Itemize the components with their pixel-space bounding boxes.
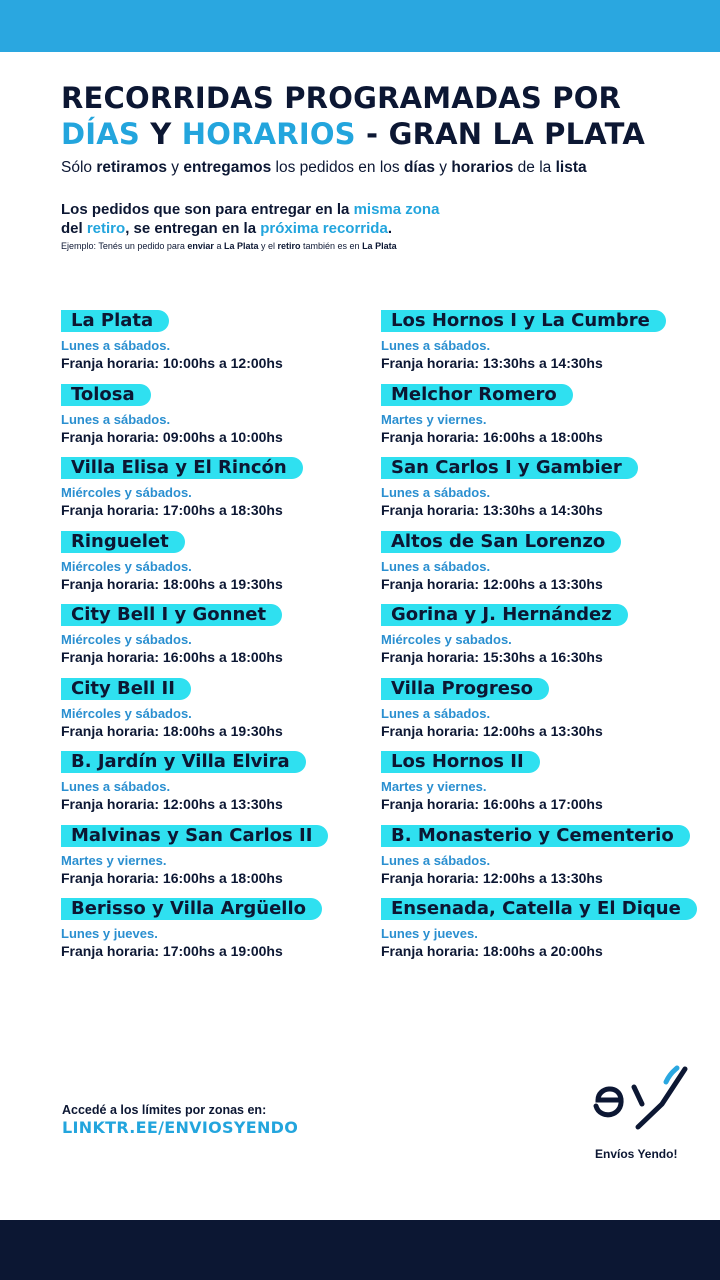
zone-item xyxy=(61,310,391,384)
zone-item xyxy=(61,825,391,899)
zone-name: Berisso y Villa Argüello xyxy=(61,898,322,920)
zone-name: Villa Elisa y El Rincón xyxy=(61,457,303,479)
zone-days: Lunes y jueves. xyxy=(61,926,158,941)
example-text: a xyxy=(213,241,224,251)
footer-text: Accedé a los límites por zonas en: xyxy=(62,1103,267,1117)
zone-hours: Franja horaria: 09:00hs a 10:00hs xyxy=(61,428,283,445)
subtitle xyxy=(61,158,701,178)
example-bold: La Plata xyxy=(223,241,259,251)
zone-hours: Franja horaria: 18:00hs a 19:30hs xyxy=(61,575,283,592)
zone-item xyxy=(61,604,391,678)
zone-item xyxy=(381,310,711,384)
zone-name: B. Monasterio y Cementerio xyxy=(381,825,690,847)
zone-name: Ensenada, Catella y El Dique xyxy=(381,898,697,920)
zone-hours: Franja horaria: 17:00hs a 19:00hs xyxy=(61,943,283,959)
zone-days: Lunes a sábados. xyxy=(61,338,171,353)
zone-hours: Franja horaria: 12:00hs a 13:30hs xyxy=(61,796,283,812)
zone-item xyxy=(61,678,391,752)
zone-name: Gorina y J. Hernández xyxy=(381,604,628,626)
zone-name: Altos de San Lorenzo xyxy=(381,531,621,553)
title-horarios: HORARIOS xyxy=(181,117,356,151)
zone-hours: Franja horaria: 12:00hs a 13:30hs xyxy=(381,722,603,739)
subtitle-bold: lista xyxy=(555,159,587,176)
zone-item xyxy=(381,825,711,899)
linktree-link[interactable]: LINKTR.EE/ENVIOSYENDO xyxy=(62,1118,299,1137)
zone-item xyxy=(61,898,391,972)
zone-hours: Franja horaria: 16:00hs a 18:00hs xyxy=(381,428,603,445)
zone-hours: Franja horaria: 12:00hs a 13:30hs xyxy=(381,575,603,592)
same-zone-note xyxy=(61,200,701,238)
zone-days: Lunes a sábados. xyxy=(61,411,171,427)
example-bold: La Plata xyxy=(362,241,397,251)
zone-item xyxy=(61,384,391,458)
zones-column-left xyxy=(61,310,391,972)
zone-name: City Bell I y Gonnet xyxy=(61,604,282,626)
example-text: y el xyxy=(258,241,278,251)
zone-name: Malvinas y San Carlos II xyxy=(61,825,328,847)
page-title xyxy=(61,80,701,152)
zone-item xyxy=(381,604,711,678)
subtitle-text: y xyxy=(167,159,184,176)
zone-name: City Bell II xyxy=(61,678,191,700)
zone-item xyxy=(381,384,711,458)
zone-days: Miércoles y sábados. xyxy=(61,705,192,721)
note-text: , se entregan en la xyxy=(125,220,261,237)
subtitle-bold: días xyxy=(403,159,435,176)
zone-hours: Franja horaria: 17:00hs a 18:30hs xyxy=(61,502,283,518)
zone-name: B. Jardín y Villa Elvira xyxy=(61,751,306,773)
zone-hours: Franja horaria: 18:00hs a 20:00hs xyxy=(381,943,603,959)
zone-days: Lunes a sábados. xyxy=(381,558,491,574)
example-text: también es en xyxy=(300,241,363,251)
zone-name: Ringuelet xyxy=(61,531,185,553)
subtitle-text: de la xyxy=(513,159,556,176)
zone-item xyxy=(61,531,391,605)
zones-column-right xyxy=(381,310,711,972)
zone-item xyxy=(381,678,711,752)
zone-item xyxy=(381,531,711,605)
example-note xyxy=(61,240,701,252)
zone-hours: Franja horaria: 13:30hs a 14:30hs xyxy=(381,355,603,371)
zone-days: Lunes a sábados. xyxy=(381,485,491,500)
subtitle-bold: horarios xyxy=(451,159,514,176)
zone-item xyxy=(381,898,711,972)
zone-hours: Franja horaria: 16:00hs a 17:00hs xyxy=(381,796,603,812)
zone-hours: Franja horaria: 16:00hs a 18:00hs xyxy=(61,869,283,886)
zone-hours: Franja horaria: 15:30hs a 16:30hs xyxy=(381,649,603,665)
zone-days: Lunes a sábados. xyxy=(381,338,491,353)
zone-hours: Franja horaria: 10:00hs a 12:00hs xyxy=(61,355,283,371)
zone-days: Martes y viernes. xyxy=(381,411,487,427)
example-text: Ejemplo: Tenés un pedido para xyxy=(61,241,188,251)
subtitle-text: los pedidos en los xyxy=(271,159,404,176)
zone-days: Martes y viernes. xyxy=(61,852,167,868)
zone-days: Miércoles y sábados. xyxy=(61,485,192,500)
zone-name: La Plata xyxy=(61,310,169,332)
zone-days: Martes y viernes. xyxy=(381,779,487,794)
zone-hours: Franja horaria: 13:30hs a 14:30hs xyxy=(381,502,603,518)
zone-item xyxy=(381,751,711,825)
note-text: del xyxy=(61,220,87,237)
note-accent: misma zona xyxy=(353,201,440,218)
subtitle-bold: entregamos xyxy=(183,159,272,176)
example-bold: retiro xyxy=(277,241,301,251)
zone-days: Lunes a sábados. xyxy=(381,705,491,721)
zone-name: Villa Progreso xyxy=(381,678,549,700)
top-bar xyxy=(0,0,720,52)
note-text: . xyxy=(387,220,392,237)
note-accent: retiro xyxy=(86,220,126,237)
zone-name: Los Hornos II xyxy=(381,751,540,773)
zone-name: Melchor Romero xyxy=(381,384,573,406)
subtitle-text: Sólo xyxy=(61,159,97,176)
zone-item xyxy=(61,751,391,825)
title-line1: RECORRIDAS PROGRAMADAS POR xyxy=(61,81,622,115)
zone-days: Lunes y jueves. xyxy=(381,926,478,941)
title-dias: DÍAS xyxy=(61,117,140,151)
zone-item xyxy=(381,457,711,531)
bottom-bar xyxy=(0,1220,720,1280)
zone-hours: Franja horaria: 12:00hs a 13:30hs xyxy=(381,869,603,886)
brand-logo-icon xyxy=(590,1062,690,1132)
zone-days: Lunes a sábados. xyxy=(381,852,491,868)
brand-name: Envíos Yendo! xyxy=(595,1147,678,1161)
subtitle-bold: retiramos xyxy=(96,159,167,176)
title-y: Y xyxy=(140,117,182,151)
title-rest: - GRAN LA PLATA xyxy=(355,117,646,151)
example-bold: enviar xyxy=(187,241,214,251)
zone-hours: Franja horaria: 18:00hs a 19:30hs xyxy=(61,722,283,739)
zone-days: Miércoles y sábados. xyxy=(61,632,192,647)
zone-name: Los Hornos I y La Cumbre xyxy=(381,310,666,332)
zone-item xyxy=(61,457,391,531)
subtitle-text: y xyxy=(434,159,452,176)
zone-days: Miércoles y sábados. xyxy=(61,558,192,574)
zone-hours: Franja horaria: 16:00hs a 18:00hs xyxy=(61,649,283,665)
zone-days: Lunes a sábados. xyxy=(61,779,171,794)
zone-days: Miércoles y sabados. xyxy=(381,632,512,647)
note-text: Los pedidos que son para entregar en la xyxy=(61,201,354,218)
zone-name: San Carlos I y Gambier xyxy=(381,457,638,479)
note-accent: próxima recorrida xyxy=(260,220,388,237)
zone-name: Tolosa xyxy=(61,384,151,406)
